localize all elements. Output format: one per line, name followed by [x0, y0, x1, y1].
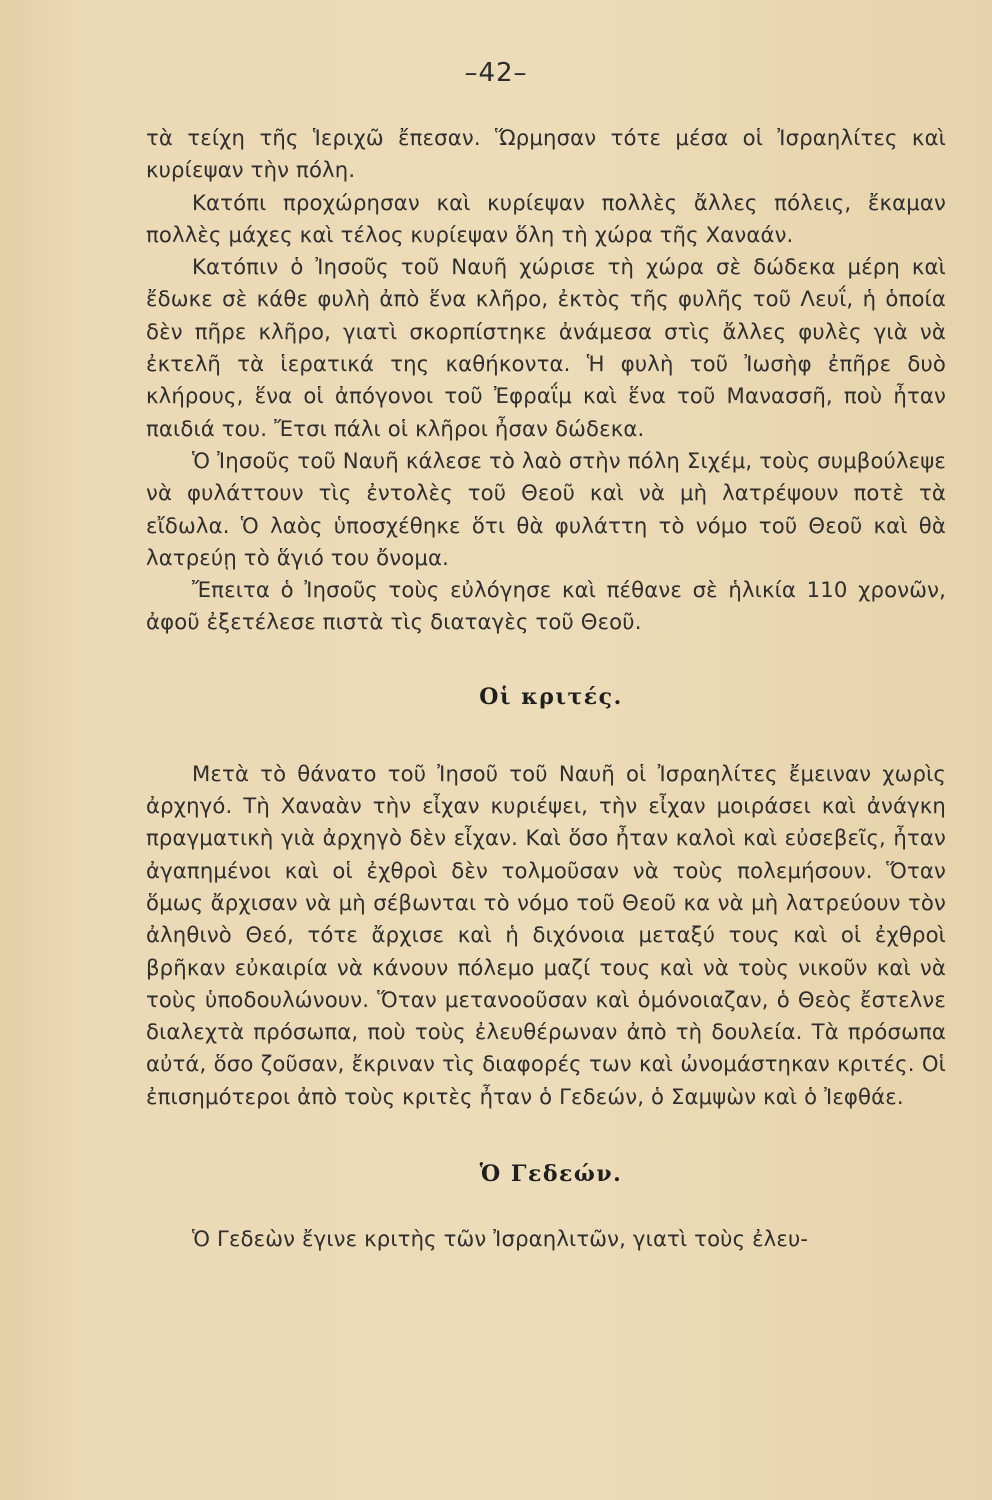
paragraph-2: Κατόπι προχώρησαν καὶ κυρίεψαν πολλὲς ἄλλες πόλεις, ἔκαμαν πολλὲς μάχες καὶ τέλος κυρίεψαν ὅλη τὴ χώρα τῆς Χαναάν.: [146, 189, 946, 247]
paragraph-4: Ὁ Ἰησοῦς τοῦ Ναυῆ κάλεσε τὸ λαὸ στὴν πόλη Σιχέμ, τοὺς συμβούλεψε νὰ φυλάττουν τὶς ἐντολὲς τοῦ Θεοῦ καὶ νὰ μὴ λατρέψουν ποτὲ τὰ εἴδωλα. Ὁ λαὸς ὑποσχέθηκε ὅτι θὰ φυλάττη τὸ νόμο τοῦ Θεοῦ καὶ θὰ λατρεύῃ τὸ ἅγιό του ὄνομα.: [146, 447, 946, 570]
page-content: [146, 122, 946, 1255]
paragraph-1: τὰ τείχη τῆς Ἱεριχῶ ἔπεσαν. Ὥρμησαν τότε μέσα οἱ Ἰσραηλίτες καὶ κυρίεψαν τὴν πόλη.: [146, 125, 946, 183]
section-heading-gideon: Ὁ Γεδεών.: [479, 1161, 623, 1188]
section-heading-judges: Οἱ κριτές.: [479, 683, 623, 710]
page-number: –42–: [464, 58, 528, 88]
paragraph-gideon: Ὁ Γεδεὼν ἔγινε κριτὴς τῶν Ἰσραηλιτῶν, γιατὶ τοὺς ἐλευ-: [192, 1226, 809, 1252]
paragraph-3: Κατόπιν ὁ Ἰησοῦς τοῦ Ναυῆ χώρισε τὴ χώρα σὲ δώδεκα μέρη καὶ ἔδωκε σὲ κάθε φυλὴ ἀπὸ ἕνα κλῆρο, ἐκτὸς τῆς φυλῆς τοῦ Λευΐ, ἡ ὁποία δὲν πῆρε κλῆρο, γιατὶ σκορπίστηκε ἀνάμεσα στὶς ἄλλες φυλὲς γιὰ νὰ ἐκτελῆ τὰ ἱερατικά της καθήκοντα. Ἡ φυλὴ τοῦ Ἰωσὴφ ἐπῆρε δυὸ κλήρους, ἕνα οἱ ἀπόγονοι τοῦ Ἐφραΐμ καὶ ἕνα τοῦ Μανασσῆ, ποὺ ἦταν παιδιά του. Ἔτσι πάλι οἱ κλῆροι ἦσαν δώδεκα.: [146, 254, 946, 441]
paragraph-5: Ἔπειτα ὁ Ἰησοῦς τοὺς εὐλόγησε καὶ πέθανε σὲ ἡλικία 110 χρονῶν, ἀφοῦ ἐξετέλεσε πιστὰ τὶς διαταγὲς τοῦ Θεοῦ.: [146, 577, 946, 635]
paragraph-judges: Μετὰ τὸ θάνατο τοῦ Ἰησοῦ τοῦ Ναυῆ οἱ Ἰσραηλίτες ἔμειναν χωρὶς ἀρχηγό. Τὴ Χαναὰν τὴν εἶχαν κυριέψει, τὴν εἶχαν μοιράσει καὶ ἀνάγκη πραγματικὴ γιὰ ἀρχηγὸ δὲν εἶχαν. Καὶ ὅσο ἦταν καλοὶ καὶ εὐσεβεῖς, ἦταν ἀγαπημένοι καὶ οἱ ἐχθροὶ δὲν τολμοῦσαν νὰ τοὺς πολεμήσουν. Ὅταν ὅμως ἄρχισαν νὰ μὴ σέβωνται τὸ νόμο τοῦ Θεοῦ κα νὰ μὴ λατρεύουν τὸν ἀληθινὸ Θεό, τότε ἄρχισε καὶ ἡ διχόνοια μεταξύ τους καὶ οἱ ἐχθροὶ βρῆκαν εὐκαιρία νὰ κάνουν πόλεμο μαζί τους καὶ νὰ τοὺς νικοῦν καὶ νὰ τοὺς ὑποδουλώνουν. Ὅταν μετανοοῦσαν καὶ ὁμόνοιαζαν, ὁ Θεὸς ἔστελνε διαλεχτὰ πρόσωπα, ποὺ τοὺς ἐλευθέρωναν ἀπὸ τὴ δουλεία. Τὰ πρόσωπα αὐτά, ὅσο ζοῦσαν, ἔκριναν τὶς διαφορές των καὶ ὠνομάστηκαν κριτές. Οἱ ἐπισημότεροι ἀπὸ τοὺς κριτὲς ἦταν ὁ Γεδεών, ὁ Σαμψὼν καὶ ὁ Ἰεφθάε.: [146, 760, 946, 1109]
